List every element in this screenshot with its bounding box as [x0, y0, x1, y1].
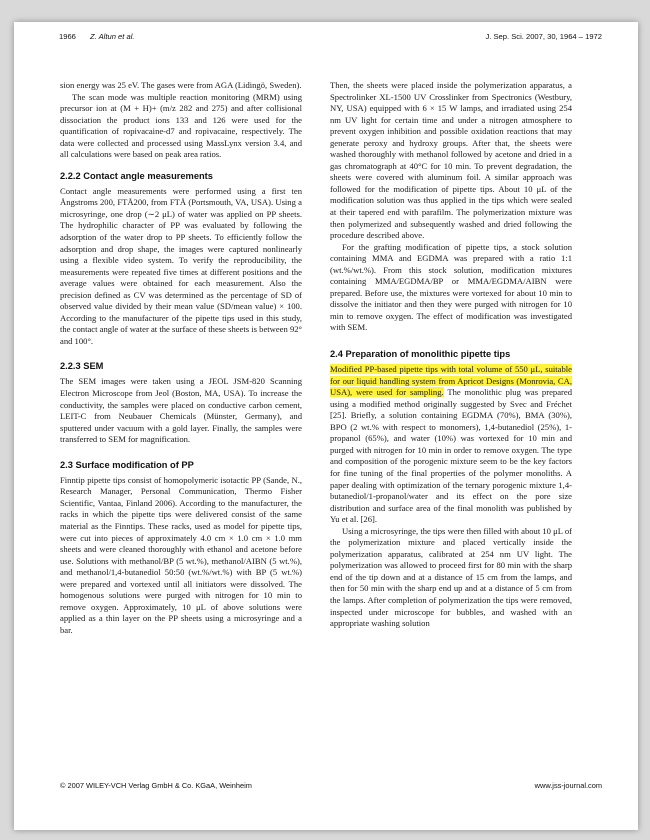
paragraph-gases: sion energy was 25 eV. The gases were from AGA (Lidingö, Sweden). — [60, 80, 302, 90]
right-column — [330, 80, 572, 630]
running-header-left — [59, 32, 135, 41]
section-heading-sem: 2.2.3 SEM — [60, 361, 104, 372]
paragraph-grafting: For the grafting modification of pipette tips, a stock solution containing MMA and EGDMA was prepared with a ratio 1:1 (wt.%/wt.%). From this stock solution, modification mixtures containing MMA/EGDMA/BP or MMA/EGDMA/AIBN were prepared. Before use, the mixtures were vortexed for about 10 min to dissolve the initiator and then they were purged with nitrogen for 10 min to remove oxygen. The effect of modification was investigated with SEM. — [330, 241, 572, 333]
paragraph-polymerization-apparatus: Then, the sheets were placed inside the polymerization apparatus, a Spectrolinker XL-1500 UV Crosslinker from Spectronics (Westbury, NY, USA) equipped with 6 × 15 W lamps, and irradiated using 254 nm UV light for certain time and under a nitrogen atmosphere to prevent oxygen inhibition and possible oxidation reactions that may generate peroxy and hydroxy groups. After that, the sheets were washed thoroughly with methanol followed by acetone and dried in a gas chromatograph at 40°C for 10 min. To prevent degradation, the sheets were covered with aluminum foil. A similar approach was followed for the modification of pipette tips. About 10 μL of the modification solution was thus applied in the tips which were sealed at their tapered end with parafilm. The polymerization mixture was then polymerized and subsequently washed and dried following the procedure described above. — [330, 80, 572, 241]
page-number: 1966 — [59, 32, 76, 41]
paragraph-monolithic — [330, 364, 572, 526]
paragraph-contact-angle: Contact angle measurements were performed using a first ten Ångstroms 200, FTÅ200, from FTÅ (Portsmouth, VA, USA). Using a microsyringe, one drop (∼2 μL) of water was applied on PP sheets. The hydrophilic character of PP was evaluated by following the adsorption of the water drop to PP sheets. To efficiently follow the adsorption and drop shape, the images were captured nonlinearly using a flexible video system. To verify the reproducibility, the measurements were repeated five times at different positions and the average values were obtained for each measurement. Also the precision defined as CV was determined as the percentage of SD of observed value divided by their mean value (SD/mean value) × 100. According to the manufacturer of the pipette tips used in this study, the contact angle of water at the surface of these sheets is between 92° and 100°. — [60, 185, 302, 346]
paragraph-scan-mode: The scan mode was multiple reaction monitoring (MRM) using precursor ion at (M + H)+ (m/z 282 and 275) and after collisional dissociation the product ions 133 and 126 were used for the quantification of ropivacaine-d7 and ropivacaine, respectively. The data were collected and processed using MassLynx version 3.4, and all calculations were based on peak area ratios. — [60, 91, 302, 160]
left-column — [60, 80, 302, 636]
paragraph-finntip: Finntip pipette tips consist of homopolymeric isotactic PP (Sande, N., Research Manager, Personal Communication, Thermo Fisher Scientific, Vantaa, Finland 2006). According to the manufacturer, the racks in which the pipette tips were delivered consist of the same material as the Finntips. These racks, used as model for pipette tips, were cut into pieces of approximately 4.0 cm × 1.0 cm × 1.0 mm sheets and were cleaned thoroughly with ethanol and acetone before use. Solutions with methanol/BP (5 wt.%), methanol/AIBN (5 wt.%), and methanol/1,4-butanediol 50:50 (wt.%/wt.%) with BP (5 wt.%) were prepared and vortexed until all initiators were dissolved. The homogenous solutions were purged with nitrogen for 10 min to remove oxygen. Approximately, 10 μL of above solutions were applied as a thin layer on the PP sheets using a microsyringe and a bar. — [60, 474, 302, 635]
paragraph-sem: The SEM images were taken using a JEOL JSM-820 Scanning Electron Microscope from Jeol (Boston, MA, USA). To increase the conductivity, the samples were placed on conductive carbon cement, LEIT-C from Neubauer Chemicals (Münster, Germany), and sputtered under vacuum with a gold layer. Finally, the samples were transferred to SEM for magnification. — [60, 376, 302, 445]
section-heading-contact-angle: 2.2.2 Contact angle measurements — [60, 170, 213, 181]
paragraph-microsyringe: Using a microsyringe, the tips were then filled with about 10 μL of the polymerization mixture and placed vertically inside the polymerization apparatus, calibrated at 254 nm UV light. The polymerization was allowed to proceed first for 80 min with the sharp end of the tip down and at a distance of 15 cm from the lamps, and then for 50 min with the sharp end up and at a distance of 5 cm from the lamps. After completion of polymerization the tips were removed, inspected under microscope for bubbles, and washed with an appropriate washing solution — [330, 525, 572, 629]
footer-journal-url: www.jss-journal.com — [534, 781, 602, 790]
section-heading-monolithic-tips: 2.4 Preparation of monolithic pipette tips — [330, 349, 511, 360]
header-authors: Z. Altun et al. — [90, 32, 135, 41]
footer-copyright: © 2007 WILEY-VCH Verlag GmbH & Co. KGaA, Weinheim — [60, 781, 252, 790]
highlighted-text: Modified PP-based pipette tips with total volume of 550 μL, suitable for our liquid handling system from Apricot Designs (Monrovia, CA, USA), were used for sampling. — [330, 364, 572, 398]
section-heading-surface-modification: 2.3 Surface modification of PP — [60, 459, 194, 470]
paragraph-monolithic-rest: The monolithic plug was prepared using a modified method originally suggested by Svec and Fréchet [25]. Briefly, a solution containing EGDMA (70%), BMA (30%), BPO (2 wt.% with respect to monomers), 1,4-butanediol (25%), 1-propanol (65%), and water (10%) was vortexed for 10 min and purged with nitrogen for 10 min in order to remove oxygen. The type and composition of the porogenic mixture seem to be the key factors for fine tuning of the final properties of the polymer monoliths. A paper dealing with optimization of the ternary porogenic mixture 1,4-butanediol/1-propanol/water and its effect on the pore size distribution and surface area of the final monolith was published by Yu et al. [26]. — [330, 387, 572, 525]
header-journal-citation: J. Sep. Sci. 2007, 30, 1964 – 1972 — [485, 32, 602, 41]
